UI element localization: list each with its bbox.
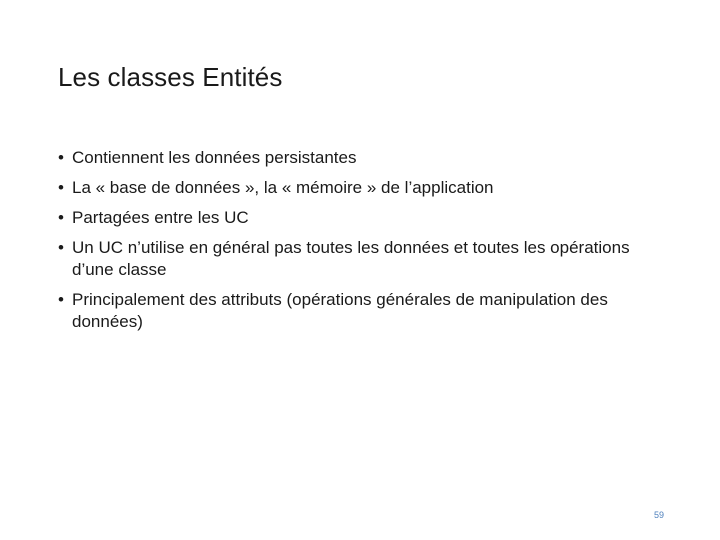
bullet-dot: • <box>58 148 64 167</box>
bullet-dot: • <box>58 290 64 309</box>
bullet-list <box>58 147 668 341</box>
bullet-text: Un UC n’utilise en général pas toutes les données et toutes les opérations d’une classe <box>72 238 630 279</box>
list-item <box>58 237 668 281</box>
list-item <box>58 147 668 169</box>
bullet-text: Partagées entre les UC <box>72 208 249 227</box>
bullet-dot: • <box>58 238 64 257</box>
bullet-dot: • <box>58 208 64 227</box>
bullet-text: Contiennent les données persistantes <box>72 148 357 167</box>
list-item <box>58 207 668 229</box>
page-number: 59 <box>653 510 664 520</box>
list-item <box>58 289 668 333</box>
bullet-text: La « base de données », la « mémoire » de l’application <box>72 178 494 197</box>
bullet-dot: • <box>58 178 64 197</box>
slide-title: Les classes Entités <box>58 62 283 92</box>
list-item <box>58 177 668 199</box>
bullet-text: Principalement des attributs (opérations générales de manipulation des données) <box>72 290 608 331</box>
